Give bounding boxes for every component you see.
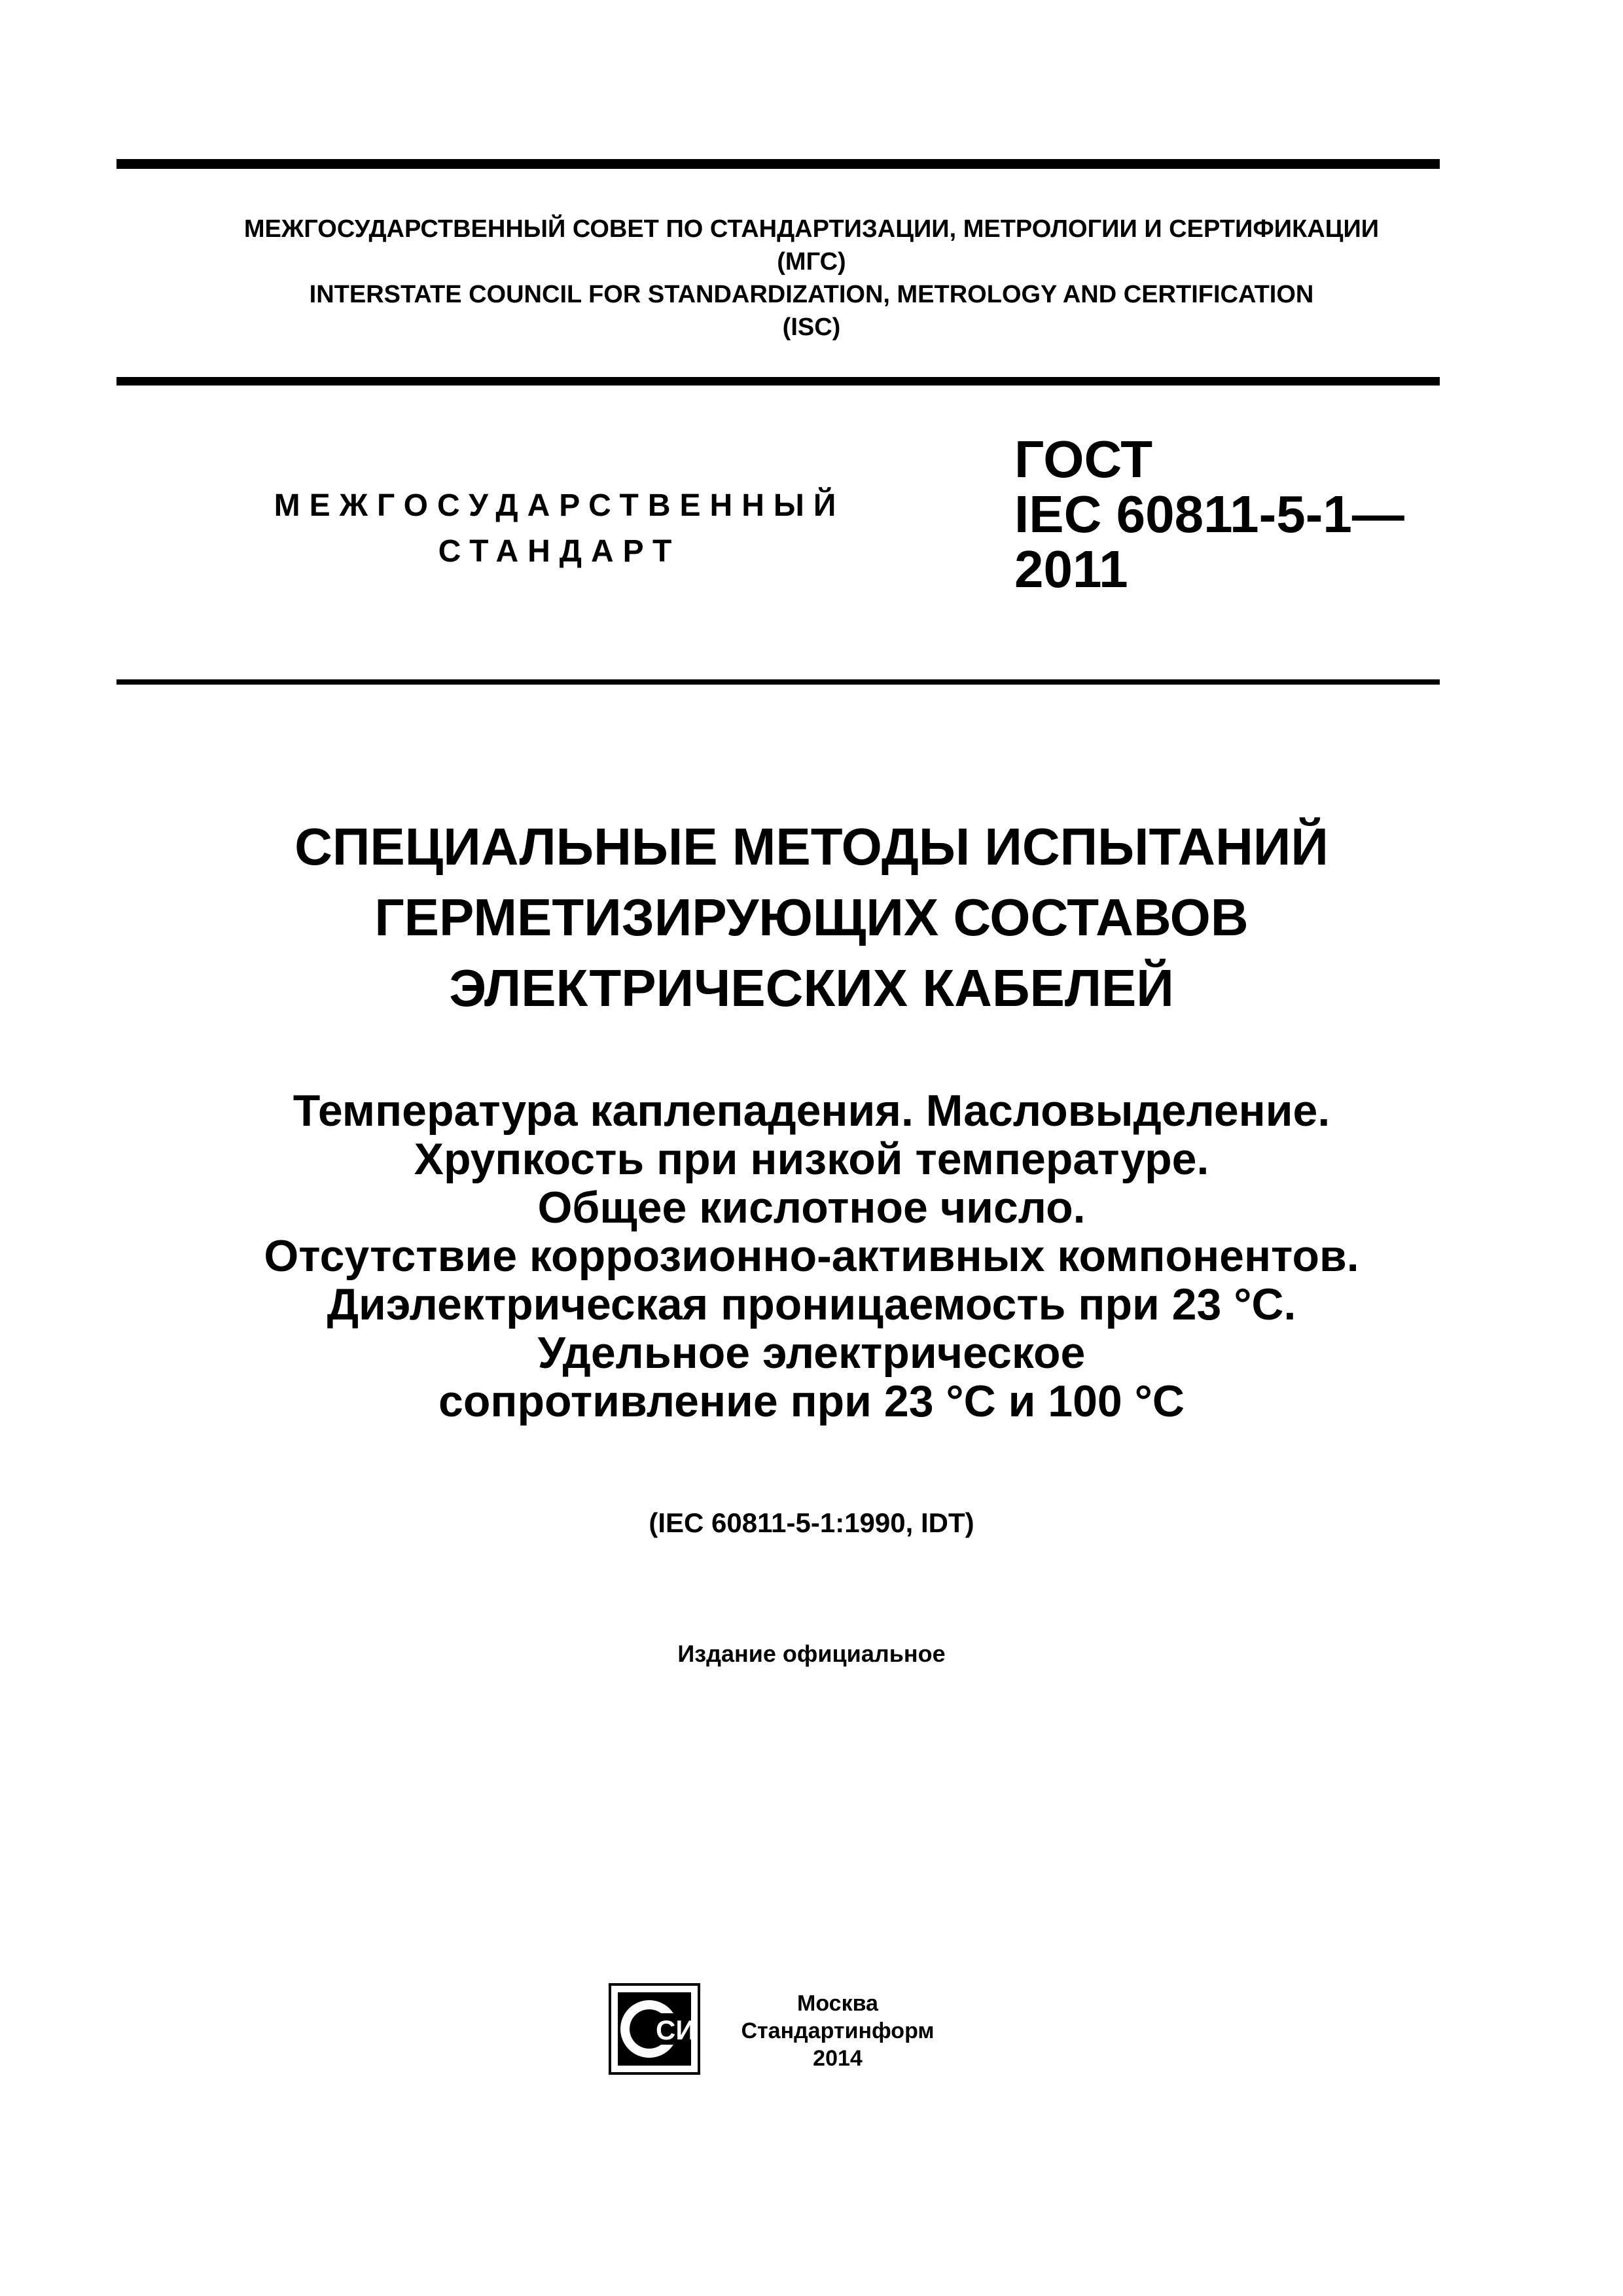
council-ru: МЕЖГОСУДАРСТВЕННЫЙ СОВЕТ ПО СТАНДАРТИЗАЦИИ, МЕТРОЛОГИИ И СЕРТИФИКАЦИИ — [243, 215, 1380, 243]
publisher-block — [726, 1990, 949, 2072]
iec-reference: (IEC 60811-5-1:1990, IDT) — [649, 1507, 974, 1538]
designation-line3: 2011 — [1014, 540, 1128, 598]
title-line1: СПЕЦИАЛЬНЫЕ МЕТОДЫ ИСПЫТАНИЙ — [294, 817, 1329, 876]
council-header — [0, 213, 1623, 344]
publication-year: 2014 — [813, 2046, 863, 2071]
edition-note: Издание официальное — [677, 1640, 946, 1667]
title-line3: ЭЛЕКТРИЧЕСКИХ КАБЕЛЕЙ — [449, 959, 1174, 1017]
council-en-abbr: (ISC) — [782, 314, 841, 341]
subtitle-line: Температура каплепадения. Масловыделение. — [293, 1086, 1330, 1136]
designation-bottom-rule — [116, 679, 1440, 685]
standard-type-label — [249, 483, 870, 575]
designation-line1: ГОСТ — [1014, 430, 1153, 488]
logo-lettering: СИ — [656, 2015, 696, 2045]
header-bottom-rule — [116, 377, 1440, 386]
standard-label-line1: МЕЖГОСУДАРСТВЕННЫЙ — [274, 488, 846, 523]
subtitle-line: Общее кислотное число. — [537, 1183, 1086, 1232]
council-ru-abbr: (МГС) — [777, 248, 846, 276]
standard-designation — [1014, 432, 1404, 597]
standard-label-line2: СТАНДАРТ — [438, 534, 681, 569]
subtitle-line: Диэлектрическая проницаемость при 23 °С. — [327, 1280, 1296, 1329]
subtitle-line: Отсутствие коррозионно-активных компонентов. — [264, 1231, 1359, 1281]
standartinform-logo-icon — [609, 1983, 700, 2075]
designation-line2: IEC 60811-5-1— — [1014, 485, 1404, 543]
document-title — [0, 812, 1623, 1024]
top-rule-thick — [116, 159, 1440, 169]
subtitle-line: сопротивление при 23 °С и 100 °С — [438, 1376, 1185, 1426]
publisher-name: Стандартинформ — [741, 2018, 935, 2043]
publisher-city: Москва — [797, 1991, 878, 2016]
document-subtitle — [0, 1086, 1623, 1426]
subtitle-line: Удельное электрическое — [537, 1328, 1086, 1378]
council-en: INTERSTATE COUNCIL FOR STANDARDIZATION, METROLOGY AND CERTIFICATION — [309, 281, 1314, 308]
subtitle-line: Хрупкость при низкой температуре. — [414, 1134, 1209, 1184]
title-line2: ГЕРМЕТИЗИРУЮЩИХ СОСТАВОВ — [374, 888, 1249, 946]
